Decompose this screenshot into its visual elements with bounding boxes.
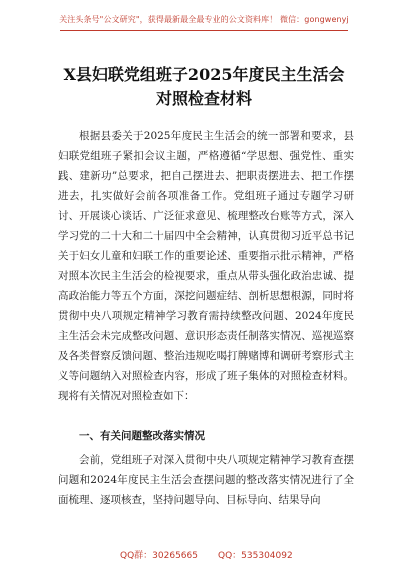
footer-qq-group: QQ群：30265665 [120, 551, 198, 561]
section-paragraph: 会前，党组班子对深入贯彻中央八项规定精神学习教育查摆问题和2024年度民主生活会查摆问题的整改落实情况进行了全面梳理、逐项核查，坚持问题导向、目标导向、结果导向 [58, 454, 354, 506]
footer-qq-contact: QQ：535304092 [218, 551, 293, 561]
document-subtitle: 对照检查材料 [155, 89, 252, 108]
section-heading: 一、有关问题整改落实情况 [79, 430, 205, 442]
document-title: X县妇联党组班子2025年度民主生活会 [63, 65, 345, 84]
header-divider [60, 30, 348, 31]
intro-paragraph: 根据县委关于2025年度民主生活会的统一部署和要求，县妇联党组班子紧扣会议主题，严格遵循“学思想、强党性、重实践、建新功”总要求，把自己摆进去、把职责摆进去、把工作摆进去，扎实做好会前各项准备工作。党组班子通过专题学习研讨、开展谈心谈话、广泛征求意见、梳理整改台账等方式，深入学习党的二十大和二十届四中全会精神，认真贯彻习近平总书记关于妇女儿童和妇联工作的重要论述、重要指示批示精神，严格对照本次民主生活会的检视要求，重点从带头强化政治忠诚、提高政治能力等五个方面，深挖问题症结、剖析思想根源，同时将贯彻中央八项规定精神学习教育需持续整改问题、2024年度民主生活会未完成整改问题、意识形态责任制落实情况、巡视巡察及各类督察反馈问题、整治违规吃喝打牌赌博和调研考察形式主义等问题纳入对照检查内容，形成了班子集体的对照检查材料。现将有关情况对照检查如下： [58, 130, 354, 402]
header-promo-note: 关注头条号"公文研究"，获得最新最全最专业的公文资料库！ 微信：gongwenyj [59, 15, 349, 24]
